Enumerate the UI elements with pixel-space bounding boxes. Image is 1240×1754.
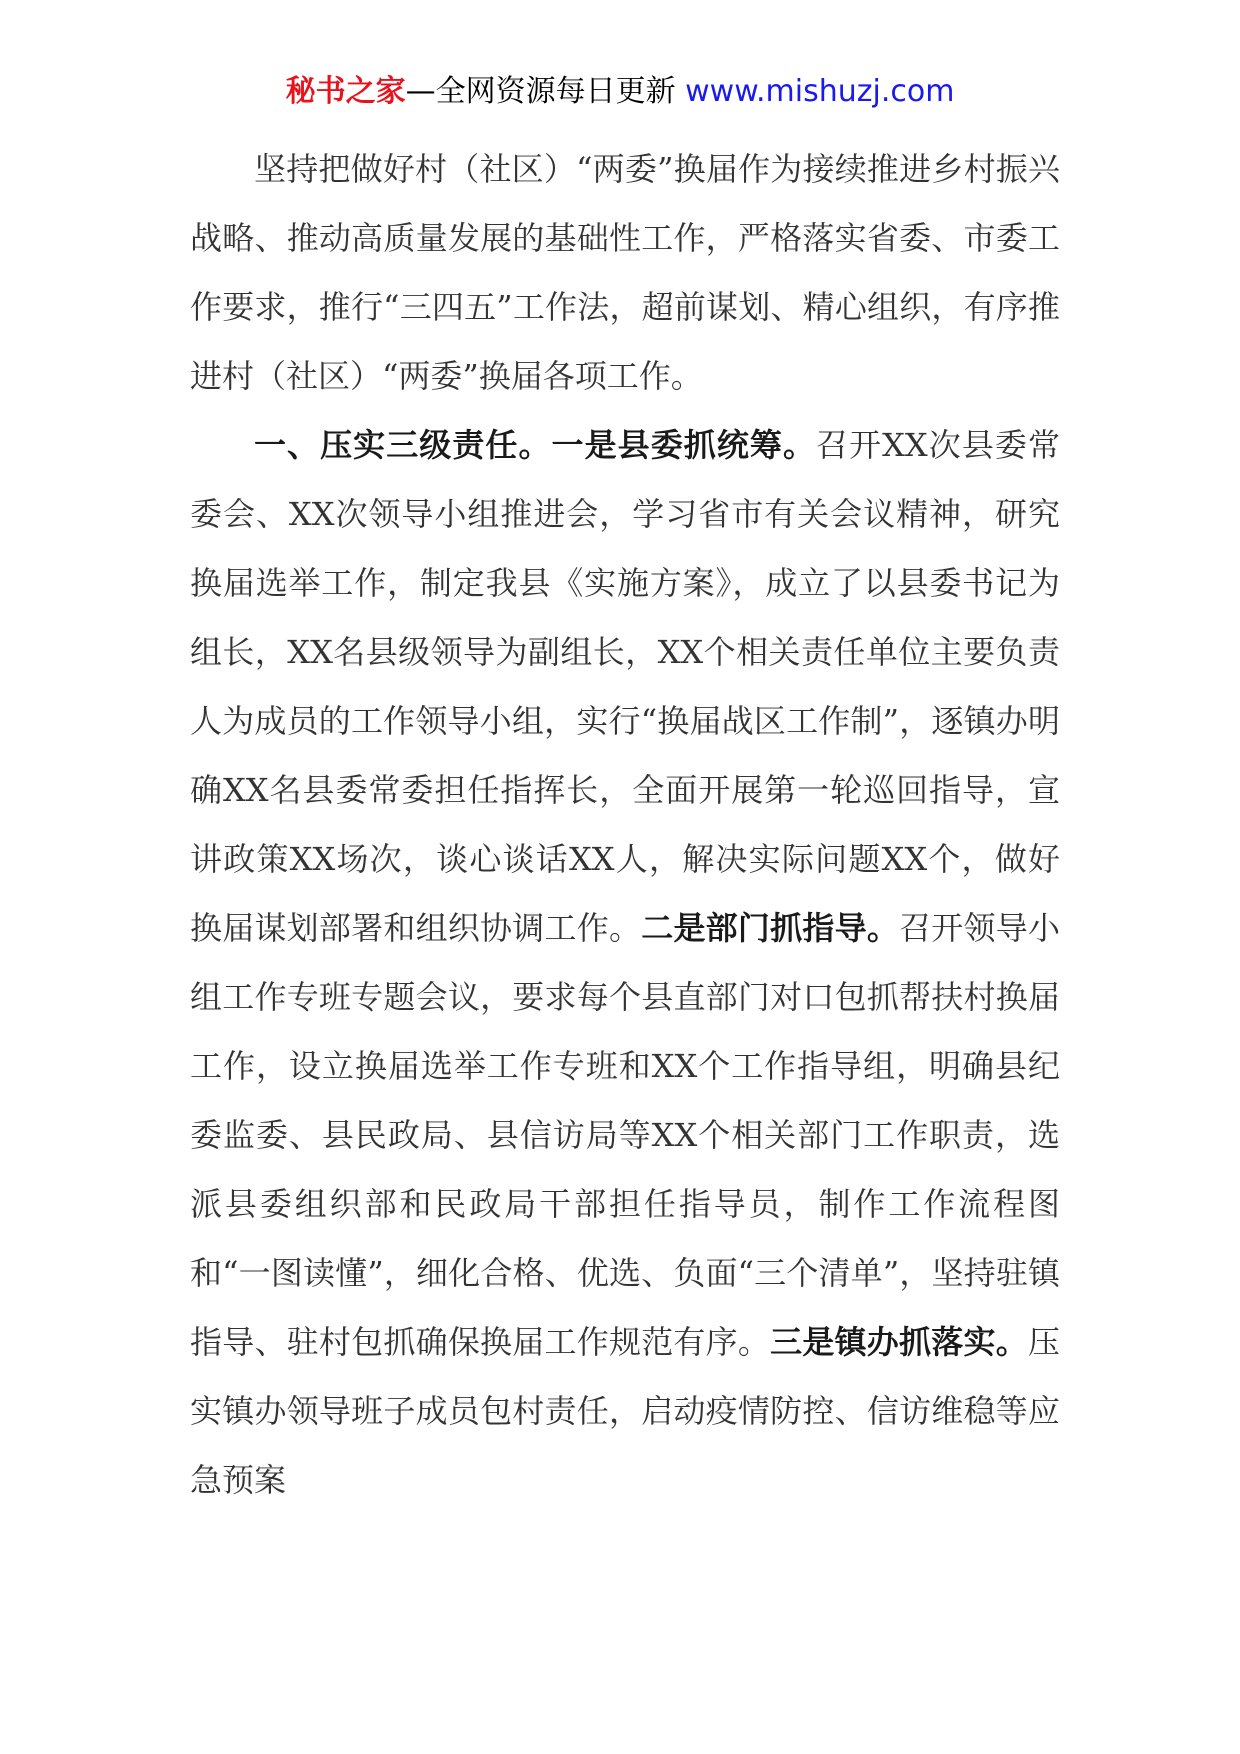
section-heading: 一、压实三级责任。 xyxy=(254,426,552,464)
website-link[interactable]: www.mishuzj.com xyxy=(685,74,955,109)
document-body xyxy=(190,135,1060,1515)
header-tagline: —全网资源每日更新 xyxy=(405,74,676,109)
point-text: 召开XX次县委常委会、XX次领导小组推进会，学习省市有关会议精神，研究换届选举工作，制定我县《实施方案》，成立了以县委书记为组长，XX名县级领导为副组长，XX个相关责任单位主要负责人为成员的工作领导小组，实行“换届战区工作制”，逐镇办明确XX名县委常委担任指挥长，全面开展第一轮巡回指导，宣讲政策XX场次，谈心谈话XX人，解决实际问题XX个，做好换届谋划部署和组织协调工作。 xyxy=(190,426,1060,947)
point-title: 三是镇办抓落实。 xyxy=(770,1323,1028,1361)
section-paragraph xyxy=(190,411,1060,1515)
brand-name: 秘书之家 xyxy=(285,74,406,109)
point-title: 一是县委抓统筹。 xyxy=(551,426,817,464)
point-title: 二是部门抓指导。 xyxy=(641,909,900,947)
intro-paragraph: 坚持把做好村（社区）“两委”换届作为接续推进乡村振兴战略、推动高质量发展的基础性工作，严格落实省委、市委工作要求，推行“三四五”工作法，超前谋划、精心组织，有序推进村（社区）“两委”换届各项工作。 xyxy=(190,150,1060,395)
point-text: 召开领导小组工作专班专题会议，要求每个县直部门对口包抓帮扶村换届工作，设立换届选举工作专班和XX个工作指导组，明确县纪委监委、县民政局、县信访局等XX个相关部门工作职责，选派县委组织部和民政局干部担任指导员，制作工作流程图和“一图读懂”，细化合格、优选、负面“三个清单”，坚持驻镇指导、驻村包抓确保换届工作规范有序。 xyxy=(190,909,1060,1361)
point-text: 压实镇办领导班子成员包村责任，启动疫情防控、信访维稳等应急预案 xyxy=(190,1323,1060,1499)
page-header xyxy=(0,70,1240,114)
